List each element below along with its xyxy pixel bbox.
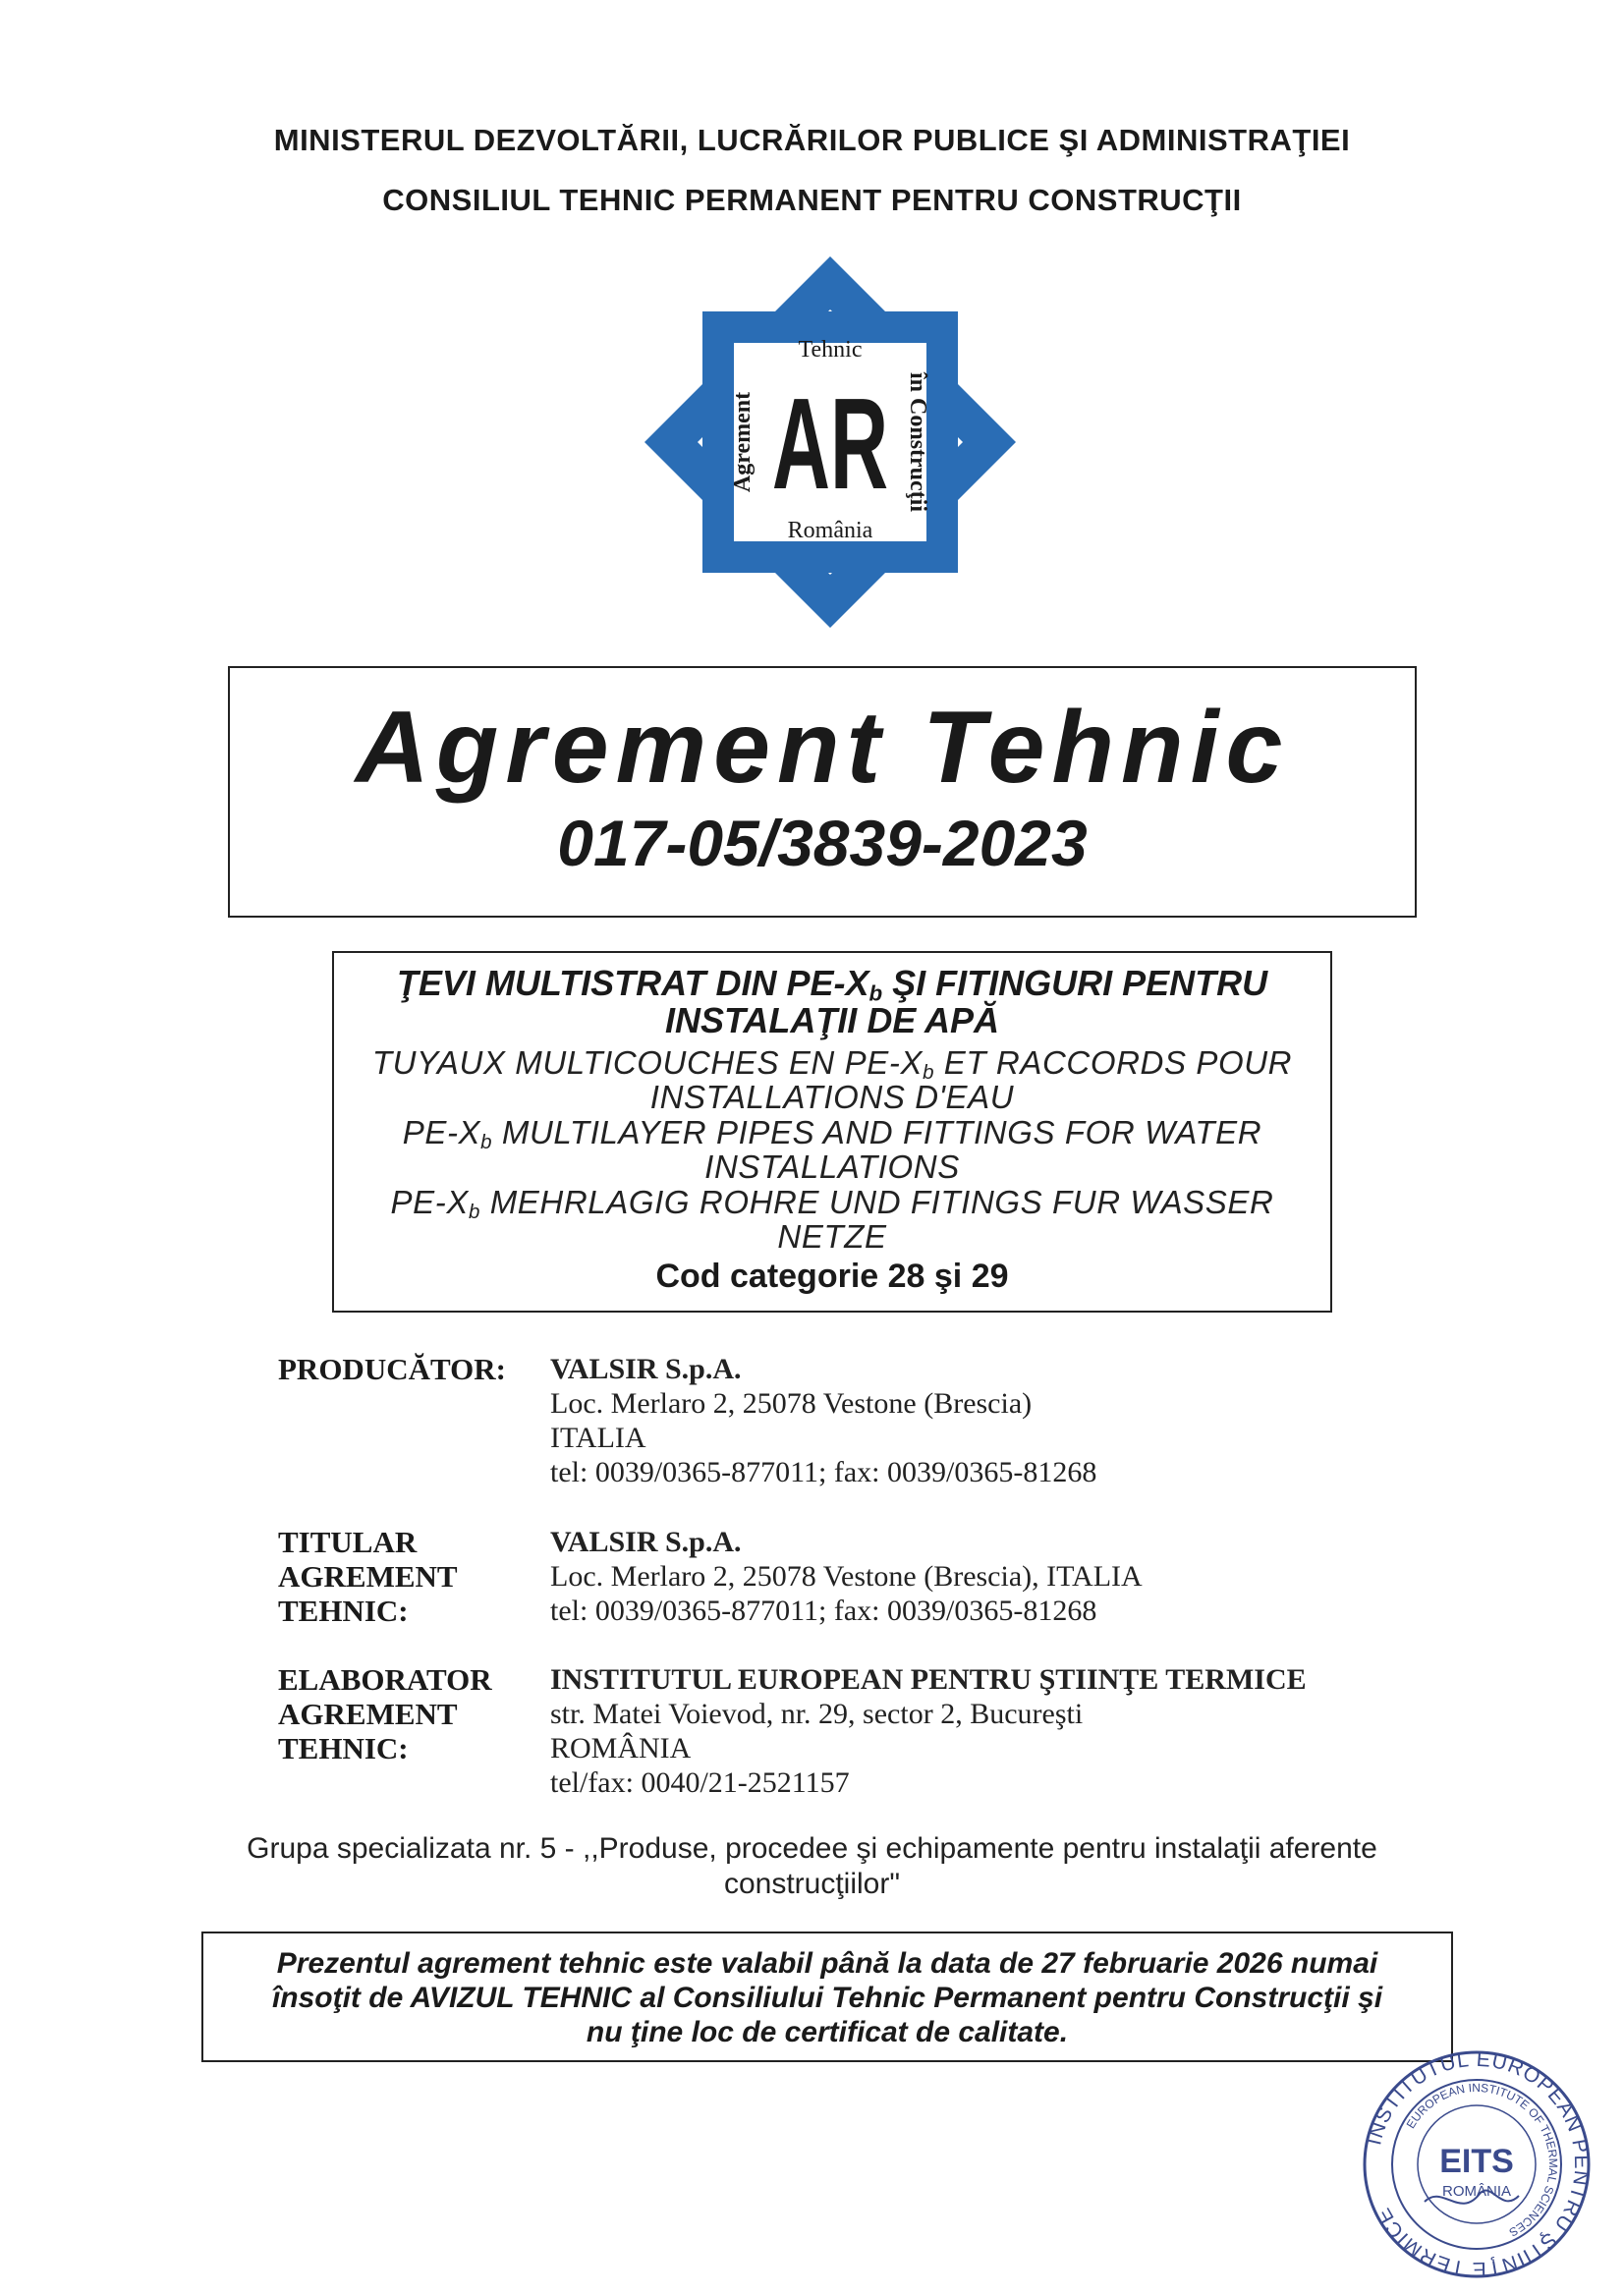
product-category: Cod categorie 28 şi 29 (655, 1258, 1009, 1295)
validity-box (201, 1932, 1453, 2062)
product-fr-line2: INSTALLATIONS D'EAU (649, 1079, 1015, 1115)
stamp-inner-text: EUROPEAN INSTITUTE OF THERMAL SCIENCES (1403, 2080, 1561, 2240)
group-line2: construcţiilor" (723, 1868, 901, 1900)
product-ro-line2: INSTALAŢII DE APĂ (665, 1000, 999, 1040)
stamp-country: ROMÂNIA (1441, 2183, 1512, 2200)
logo-bottom-text: România (787, 518, 873, 543)
holder-contact: tel: 0039/0365-877011; fax: 0039/0365-81268 (550, 1595, 1097, 1627)
product-fr-line1: TUYAUX MULTICOUCHES EN $PE-X_b$ ET RACCORDS POUR (371, 1044, 1293, 1085)
title-box (228, 666, 1417, 918)
stamp-abbr: EITS (1439, 2143, 1514, 2180)
holder-info (550, 1525, 1434, 1628)
elaborator-name: INSTITUTUL EUROPEAN PENTRU ŞTIINŢE TERMICE (550, 1663, 1307, 1696)
council-title: CONSILIUL TEHNIC PERMANENT PENTRU CONSTRUCŢII (382, 183, 1242, 217)
document-number: 017-05/3839-2023 (557, 807, 1088, 879)
holder-name: VALSIR S.p.A. (550, 1526, 742, 1558)
producer-label: PRODUCĂTOR: (278, 1352, 506, 1386)
stamp-outer-text: INSTITUTUL EUROPEAN PENTRU ŞTIINŢE TERMICE (1363, 2047, 1594, 2281)
elaborator-country: ROMÂNIA (550, 1732, 692, 1764)
product-de-line2: NETZE (777, 1218, 887, 1255)
product-en-line1: $PE-X_b$ MULTILAYER PIPES AND FITTINGS FOR WATER (402, 1114, 1262, 1154)
institute-stamp (1354, 2046, 1599, 2282)
validity-line2: însoţit de AVIZUL TEHNIC al Consiliului Tehnic Permanent pentru Construcţii şi (271, 1982, 1383, 2014)
producer-name: VALSIR S.p.A. (550, 1353, 742, 1385)
producer-info (550, 1352, 1434, 1489)
validity-line3: nu ţine loc de certificat de calitate. (586, 2016, 1069, 2048)
document-heading: Agrement Tehnic (355, 691, 1290, 805)
logo-right-text: în Construcţii (905, 371, 930, 513)
agrement-logo (639, 251, 1022, 634)
elaborator-address: str. Matei Voievod, nr. 29, sector 2, Bucureşti (550, 1698, 1084, 1730)
product-en-line2: INSTALLATIONS (704, 1148, 960, 1185)
holder-label: TITULAR AGREMENT TEHNIC: (278, 1525, 458, 1628)
logo-top-text: Tehnic (798, 337, 863, 363)
producer-address: Loc. Merlaro 2, 25078 Vestone (Brescia) (550, 1387, 1033, 1420)
elaborator-label: ELABORATOR AGREMENT TEHNIC: (278, 1662, 492, 1765)
group-line1: Grupa specializata nr. 5 - ,,Produse, procedee şi echipamente pentru instalaţii aferente (247, 1832, 1377, 1865)
specialized-group (0, 1831, 1624, 1902)
producer-country: ITALIA (550, 1422, 646, 1454)
validity-line1: Prezentul agrement tehnic este valabil până la data de 27 februarie 2026 numai (276, 1947, 1378, 1980)
elaborator-info (550, 1662, 1434, 1800)
product-ro-line1: ŢEVI MULTISTRAT DIN $PE-X_b$ ŞI FITINGURI PENTRU (396, 963, 1268, 1006)
product-box (332, 951, 1332, 1313)
ministry-title: MINISTERUL DEZVOLTĂRII, LUCRĂRILOR PUBLICE ŞI ADMINISTRAŢIEI (273, 123, 1351, 157)
logo-left-text: Agrement (730, 391, 756, 493)
logo-letters: AR (771, 372, 889, 517)
holder-address: Loc. Merlaro 2, 25078 Vestone (Brescia), ITALIA (550, 1560, 1143, 1593)
product-de-line1: $PE-X_b$ MEHRLAGIG ROHRE UND FITINGS FUR WASSER (390, 1184, 1274, 1224)
producer-contact: tel: 0039/0365-877011; fax: 0039/0365-81268 (550, 1456, 1097, 1488)
elaborator-contact: tel/fax: 0040/21-2521157 (550, 1766, 850, 1799)
